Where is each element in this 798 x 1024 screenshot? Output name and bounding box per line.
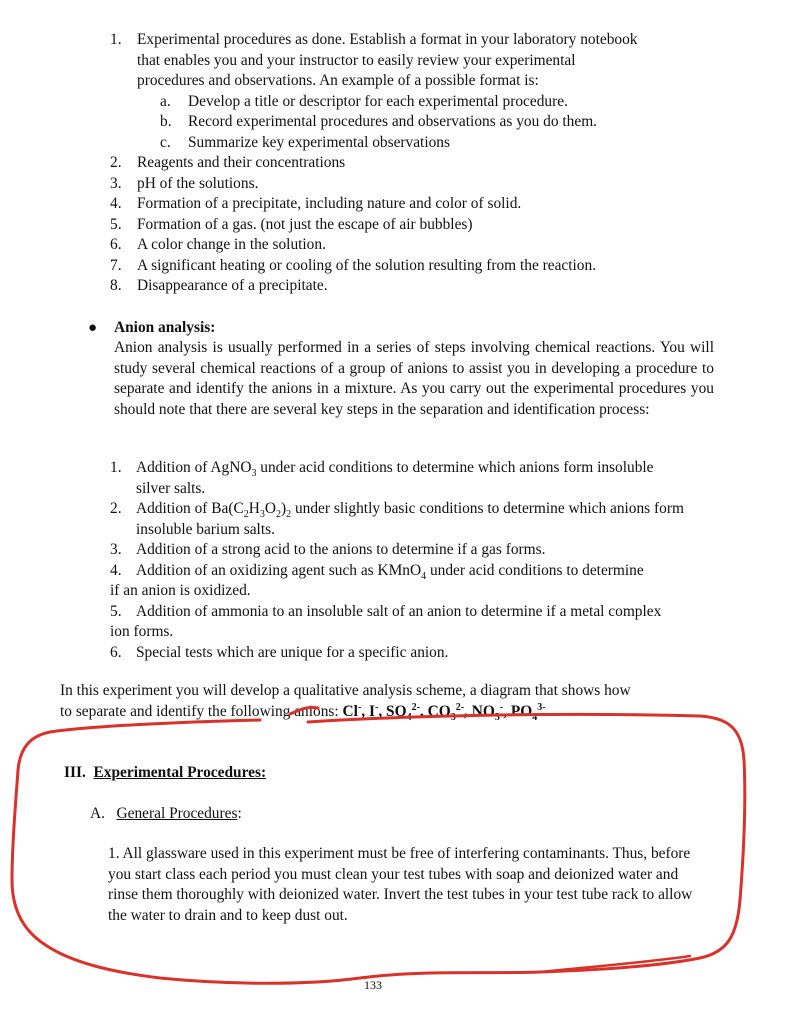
- subscript: 4: [406, 711, 412, 723]
- item-number: 4.: [110, 561, 122, 579]
- anion-analysis-heading: [88, 318, 734, 339]
- subsection-letter: A.: [90, 805, 105, 822]
- sub-list-item: [160, 112, 710, 133]
- item-text: H: [248, 500, 260, 517]
- subscript: 4: [421, 570, 427, 582]
- item-text: Reagents and their concentrations: [137, 154, 346, 171]
- summary-line: [60, 702, 740, 723]
- heading-text: Anion analysis:: [114, 319, 216, 336]
- sub-letter: b.: [160, 113, 172, 130]
- sub-list: [160, 92, 710, 154]
- list-item: [110, 235, 710, 256]
- notebook-format-list: [110, 30, 710, 297]
- item-number: 7.: [110, 256, 122, 274]
- item-text: Addition of ammonia to an insoluble salt of an anion to determine if a metal complex ion forms.: [110, 602, 662, 640]
- charge: 2-: [411, 701, 420, 713]
- summary-text: to separate and identify the following anions:: [60, 702, 343, 720]
- item-number: 4.: [110, 195, 122, 212]
- section-title-text: Experimental Procedures:: [93, 764, 267, 781]
- anion: Cl: [342, 702, 358, 720]
- item-text: under slightly basic conditions to determine which anions form insoluble barium salts.: [136, 500, 684, 538]
- list-item: [110, 458, 690, 499]
- item-text: Addition of a strong acid to the anions to determine if a gas forms.: [136, 541, 546, 558]
- item-number: 5.: [110, 602, 122, 620]
- list-item: [110, 256, 710, 277]
- item-number: 3.: [110, 174, 122, 192]
- item-text: Disappearance of a precipitate.: [137, 277, 328, 294]
- page-number: 133: [364, 978, 382, 992]
- section-number: III.: [64, 764, 86, 781]
- charge: -: [499, 701, 504, 713]
- item-number: 2.: [110, 500, 122, 517]
- subscript: 3: [259, 509, 265, 521]
- subscript: 3: [251, 468, 257, 480]
- subscript: 2: [286, 509, 292, 521]
- anion: CO: [427, 702, 451, 720]
- item-text: Special tests which are unique for a specific anion.: [136, 643, 449, 661]
- item-number: 6.: [110, 236, 122, 253]
- ink-tail-stroke: [540, 956, 690, 972]
- charge: -: [374, 701, 379, 713]
- list-item: [110, 643, 690, 664]
- list-item: [110, 561, 690, 602]
- item-line: procedures and observations. An example of a possible format is:: [137, 72, 539, 89]
- sub-text: Record experimental procedures and observations as you do them.: [188, 113, 598, 130]
- list-item: [110, 499, 690, 540]
- anion-steps-list: [110, 458, 690, 663]
- item-line: that enables you and your instructor to easily review your experimental: [137, 51, 576, 69]
- subscript: 2: [243, 509, 249, 521]
- item-text: pH of the solutions.: [137, 174, 259, 192]
- item-text: under acid conditions to determine if an anion is oxidized.: [110, 561, 644, 599]
- subsection-title-text: General Procedures: [116, 805, 238, 822]
- item-number: 2.: [110, 154, 122, 171]
- anion: NO: [471, 702, 495, 720]
- anion: PO: [510, 702, 533, 720]
- item-number: 8.: [110, 277, 122, 294]
- item-number: 6.: [110, 643, 122, 661]
- item-line: Experimental procedures as done. Establish a format in your laboratory notebook: [137, 31, 638, 48]
- general-procedure-1: 1. All glassware used in this experiment must be free of interfering contaminants. Thus, before you start class each period you must clean your test tubes with soap and deionized water and rinse them thoroughly with deionized water. Invert the test tubes in your test tube rack to allow the water to drain and to keep dust out.: [108, 845, 693, 924]
- list-item: [110, 153, 710, 174]
- item-text: A significant heating or cooling of the solution resulting from the reaction.: [137, 256, 597, 274]
- sub-letter: c.: [160, 133, 171, 151]
- list-item: [110, 540, 690, 561]
- anion: I: [368, 702, 375, 720]
- item-number: 1.: [110, 459, 122, 476]
- item-text: Addition of Ba(C: [136, 500, 244, 517]
- item-text: ): [280, 500, 287, 517]
- item-text: Formation of a gas. (not just the escape of air bubbles): [137, 215, 473, 233]
- sub-letter: a.: [160, 92, 171, 110]
- anion: SO: [386, 702, 407, 720]
- subscript: 3: [450, 711, 456, 723]
- item-text: [137, 30, 637, 92]
- subsection-title: [90, 804, 242, 825]
- subscript: 2: [275, 509, 281, 521]
- item-number: 1.: [110, 31, 122, 48]
- item-text: Formation of a precipitate, including nature and color of solid.: [137, 195, 522, 212]
- charge: 2-: [455, 701, 465, 713]
- item-text: Addition of an oxidizing agent such as KMnO: [136, 561, 422, 579]
- item-text: under acid conditions to determine which anions form insoluble silver salts.: [136, 459, 654, 497]
- charge: 3-: [537, 701, 546, 713]
- subscript: 4: [532, 711, 538, 723]
- item-text: A color change in the solution.: [137, 236, 326, 253]
- summary-paragraph: [60, 681, 740, 722]
- list-item: [110, 30, 710, 92]
- item-number: 5.: [110, 215, 122, 233]
- section-title: [64, 763, 266, 784]
- item-number: 3.: [110, 541, 122, 558]
- summary-line: In this experiment you will develop a qualitative analysis scheme, a diagram that shows how: [60, 682, 631, 699]
- list-item: [110, 194, 710, 215]
- subscript: 3: [494, 711, 500, 723]
- bullet-icon: ●: [88, 320, 98, 336]
- subsection-colon: :: [237, 805, 242, 822]
- list-item: [110, 602, 690, 643]
- anion-list: Cl-, I-, $SO_4^{2-}$, $CO_3^{2-}$, $NO_3^-$, $PO_4^{3-}$: [342, 701, 546, 723]
- list-item: [110, 276, 710, 297]
- list-item: [110, 174, 710, 195]
- charge: -: [357, 701, 362, 713]
- sub-list-item: [160, 92, 710, 113]
- anion-analysis-paragraph: Anion analysis is usually performed in a series of steps involving chemical reactions. You will study several chemical reactions of a group of anions to assist you in developing a procedure to separate and identify the anions in a mixture. As you carry out the experimental procedures you should note that there are several key steps in the separation and identification process:: [114, 339, 714, 418]
- item-text: Addition of AgNO: [136, 459, 252, 476]
- sub-text: Summarize key experimental observations: [188, 133, 450, 151]
- list-item: [110, 215, 710, 236]
- sub-text: Develop a title or descriptor for each experimental procedure.: [188, 92, 568, 110]
- item-text: O: [264, 500, 276, 517]
- sub-list-item: [160, 133, 710, 154]
